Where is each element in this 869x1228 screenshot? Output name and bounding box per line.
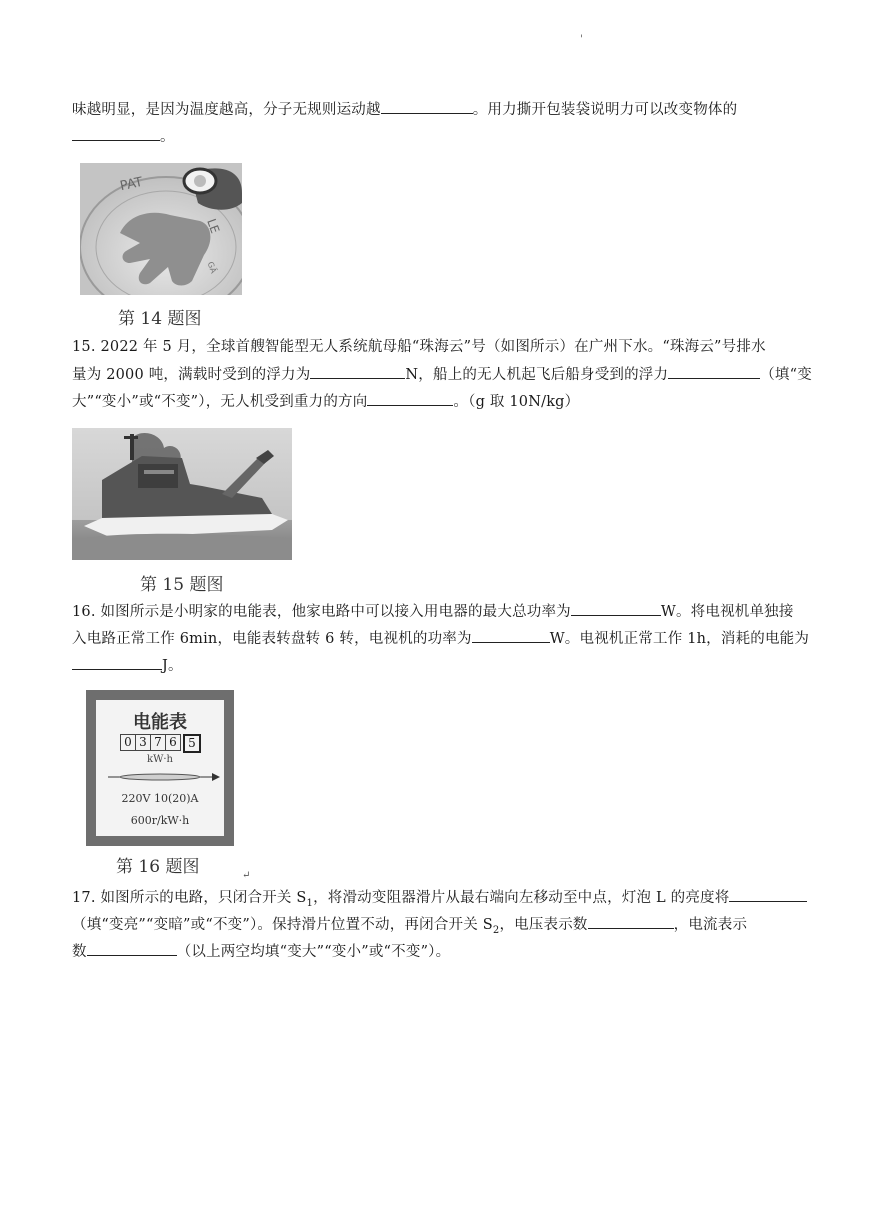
meter-digit-1: 0 [120,734,136,751]
q16-blank-2[interactable] [472,628,550,643]
q15-blank-2[interactable] [668,364,760,379]
q17-line-2 [72,914,747,941]
q13-blank-2[interactable] [72,126,160,141]
q16-text-c: 入电路正常工作 6min，电能表转盘转 6 转，电视机的功率为 [72,631,472,647]
q16-line-3 [72,655,183,676]
q15-text-c: （填“变 [760,367,812,383]
q17-text-d: ，电压表示数 [499,917,588,933]
q17-text-e: ，电流表示 [673,917,748,933]
meter-title: 电能表 [133,712,187,733]
q17-line-3 [72,941,450,962]
q17-text-b: ，将滑动变阻器滑片从最右端向左移动至中点，灯泡 L 的亮度将 [313,890,730,906]
q17-blank-3[interactable] [87,941,177,956]
q15-blank-3[interactable] [367,391,453,406]
q15-line-2 [72,364,812,385]
figure-15-caption: 第 15 题图 [140,575,224,595]
q13-blank-1[interactable] [381,99,473,114]
q17-sub-2: 2 [492,924,500,936]
q16-text-d: W。电视机正常工作 1h，消耗的电能为 [549,631,810,647]
q17-line-1 [72,887,807,914]
figure-15-ship-illustration [72,428,292,560]
q13-line-1 [72,99,737,120]
q15-text-e: 。（g 取 10N/kg） [453,394,580,410]
q16-line-2 [72,628,809,649]
q16-line-1 [72,601,794,622]
q17-text-a: 17. 如图所示的电路，只闭合开关 S [72,890,307,906]
figure-16-caption: 第 16 题图 [116,857,200,877]
meter-digit-3: 7 [151,734,166,751]
q15-line-1: 15. 2022 年 5 月，全球首艘智能型无人系统航母船“珠海云”号（如图所示）在广州下水。“珠海云”号排水 [72,339,766,355]
meter-digit-5: 5 [183,734,201,753]
q16-blank-1[interactable] [571,601,661,616]
plate-text-3: GĀ [205,260,219,275]
meter-unit: kW·h [147,754,173,765]
meter-constant: 600r/kW·h [130,814,190,827]
q15-text-a: 量为 2000 吨，满载时受到的浮力为 [72,367,311,383]
meter-disc-window [96,770,224,784]
meter-digits [120,734,201,753]
plate-text-2: LE [204,216,223,236]
q16-text-e: J。 [162,658,183,674]
return-mark: ↵ [242,870,251,881]
meter-digit-4: 6 [166,734,181,751]
q16-text-b: W。将电视机单独接 [660,604,794,620]
q13-text-a: 味越明显，是因为温度越高，分子无规则运动越 [72,102,381,118]
q13-line-2 [72,126,175,147]
figure-14-caption: 第 14 题图 [118,309,202,329]
q15-line-3 [72,391,579,412]
q17-text-f: 数 [72,944,87,960]
meter-face [96,700,224,836]
page-top-mark: ' [580,34,583,45]
q17-text-c: （填“变亮”“变暗”或“不变”）。保持滑片位置不动，再闭合开关 S [72,917,493,933]
meter-digit-2: 3 [136,734,151,751]
q15-blank-1[interactable] [310,364,405,379]
q13-text-c: 。 [160,129,175,145]
q17-blank-2[interactable] [588,914,674,929]
q15-text-d: 大”“变小”或“不变”），无人机受到重力的方向 [72,394,368,410]
figure-15-photo [72,428,292,560]
q13-text-b: 。用力撕开包装袋说明力可以改变物体的 [472,102,738,118]
q17-blank-1[interactable] [729,887,807,902]
q16-text-a: 16. 如图所示是小明家的电能表，他家电路中可以接入用电器的最大总功率为 [72,604,571,620]
figure-16-meter [86,690,234,846]
q17-sub-1: 1 [306,897,314,909]
plate-text-1: PAT [118,174,145,195]
q17-text-g: （以上两空均填“变大”“变小”或“不变”）。 [176,944,451,960]
figure-14-photo [80,163,242,295]
q16-blank-3[interactable] [72,655,162,670]
q15-text-b: N，船上的无人机起飞后船身受到的浮力 [405,367,669,383]
meter-rating: 220V 10(20)A [121,792,199,805]
